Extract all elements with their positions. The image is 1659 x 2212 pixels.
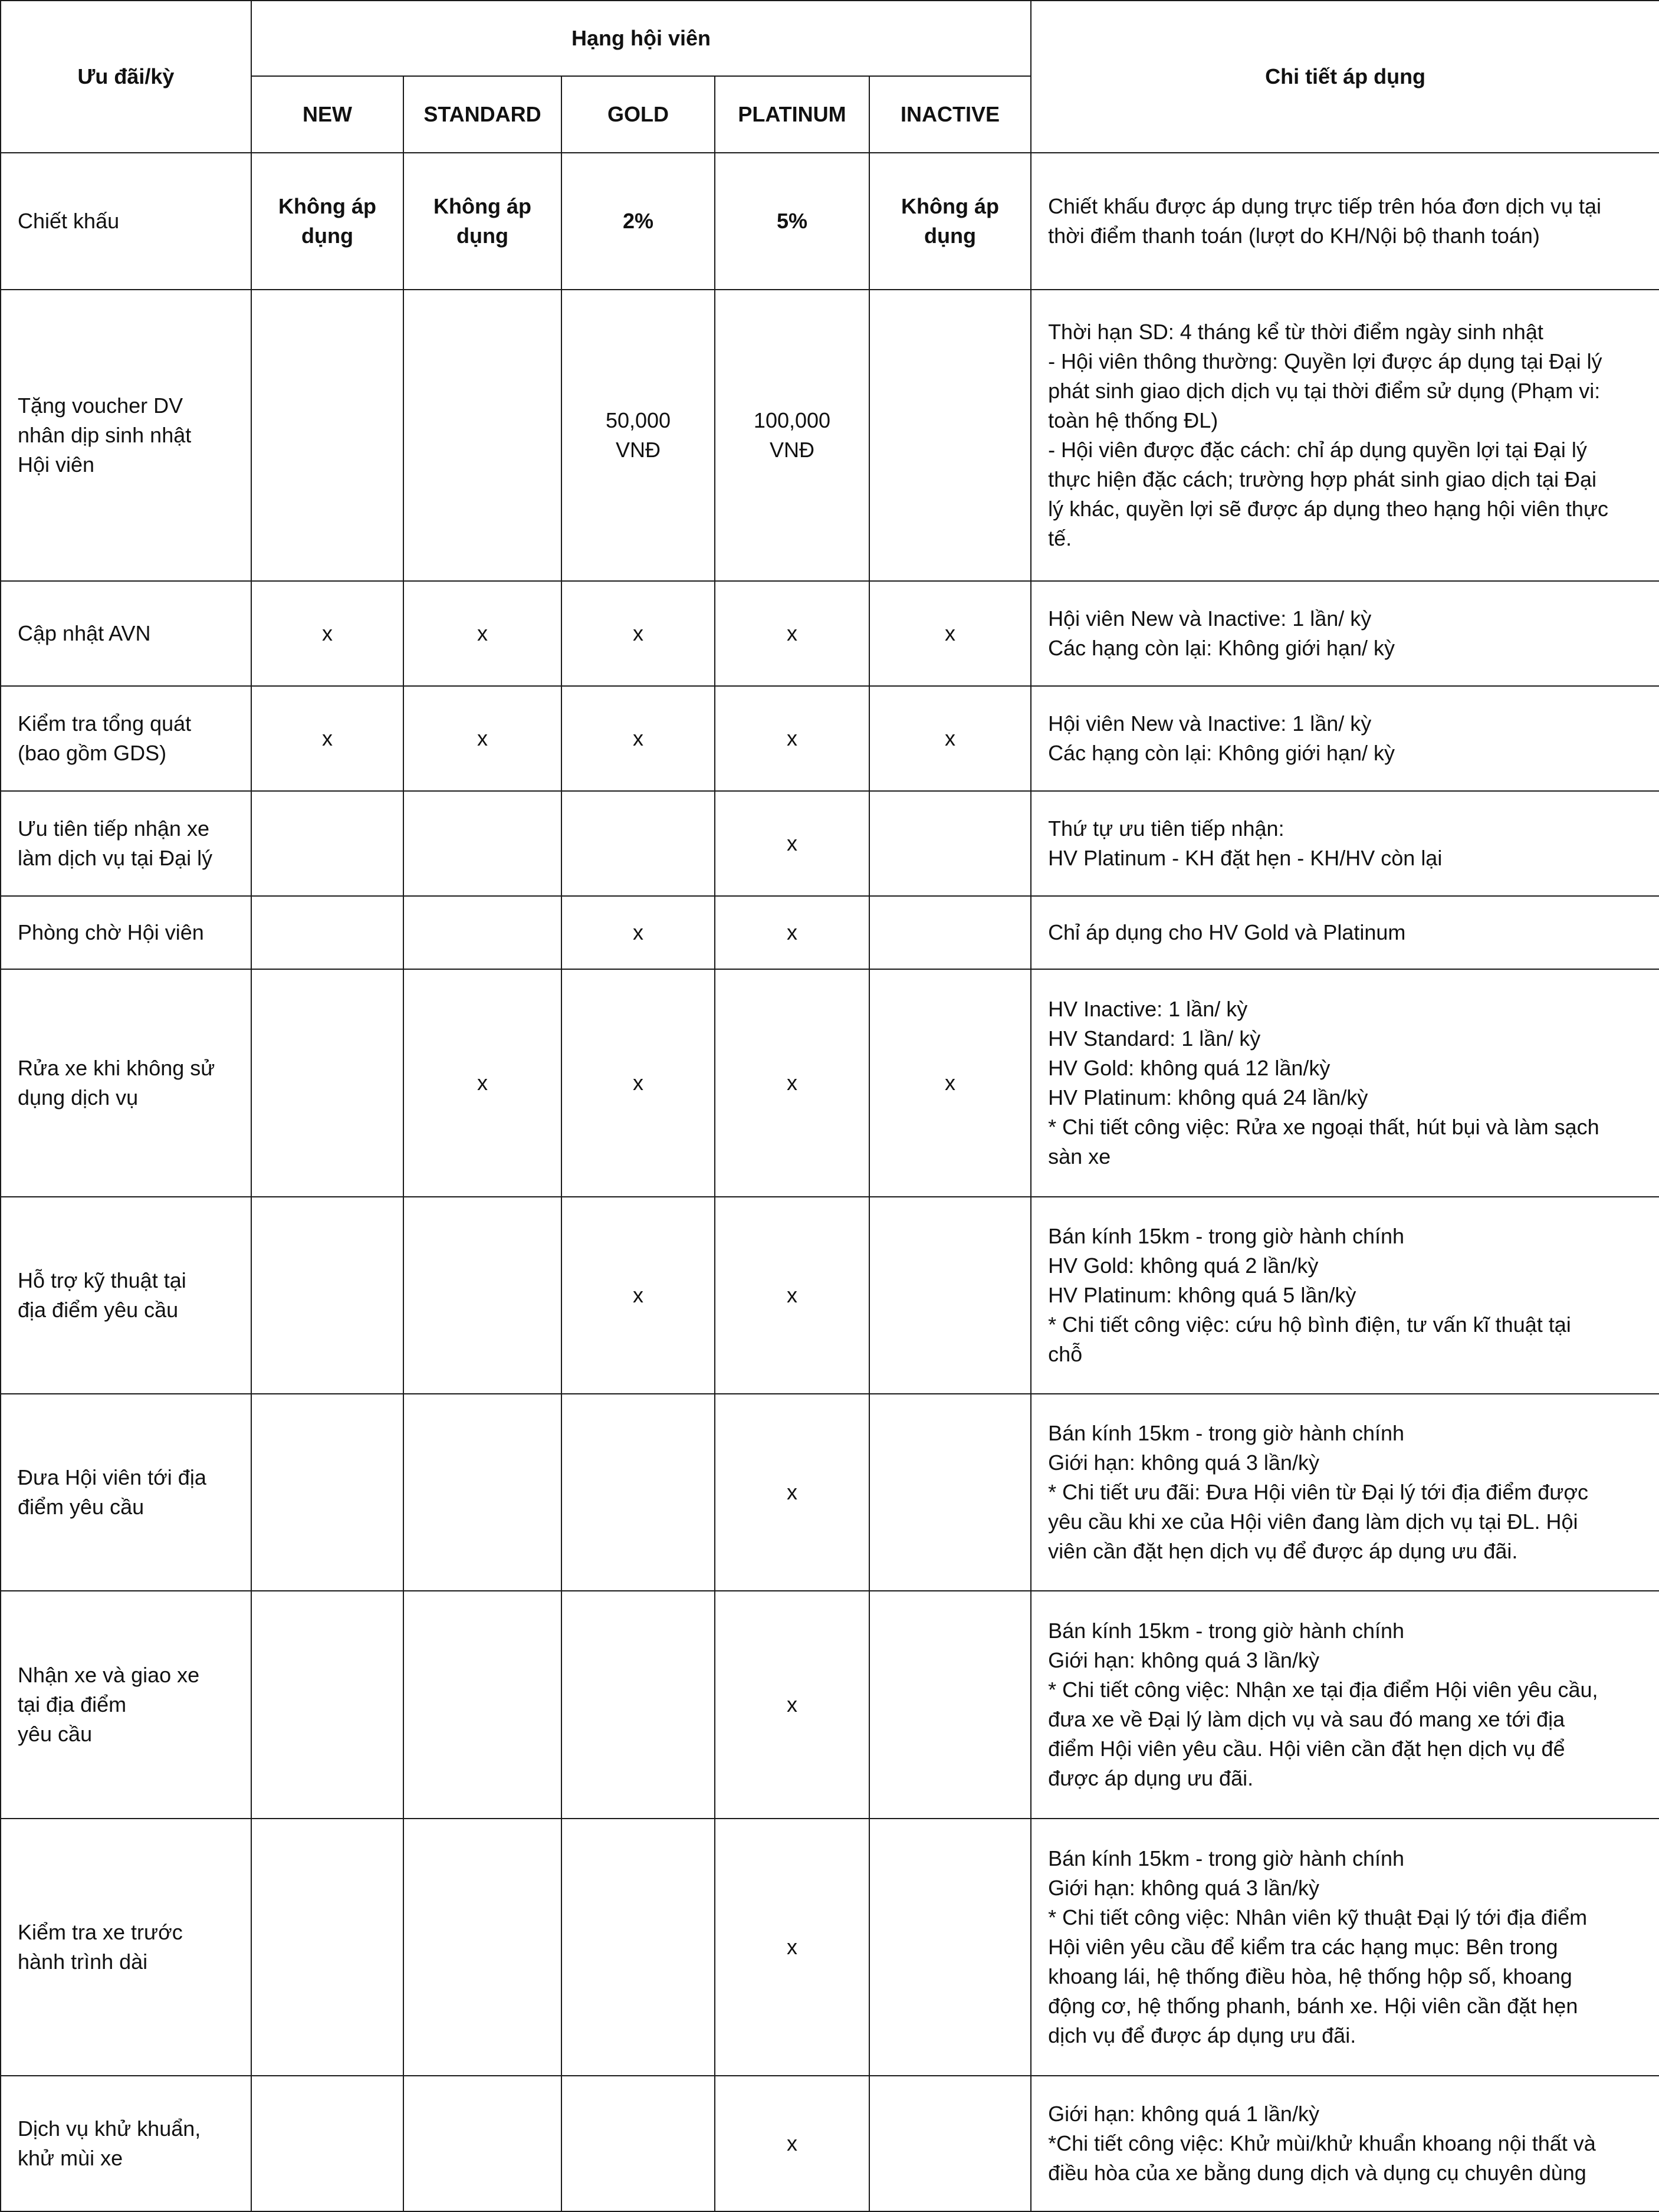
header-tier-inactive: INACTIVE [869, 76, 1031, 153]
tier-value-gold: x [561, 581, 715, 686]
tier-value-standard: Không áp dụng [403, 153, 561, 290]
benefit-name [1, 1591, 251, 1819]
tier-value-platinum: x [715, 2076, 869, 2211]
benefit-detail: Hội viên New và Inactive: 1 lần/ kỳ Các hạng còn lại: Không giới hạn/ kỳ [1031, 581, 1659, 686]
table-row [1, 1819, 1659, 2076]
table-row [1, 896, 1659, 969]
tier-value-standard: x [403, 969, 561, 1197]
benefit-name-text: Dịch vụ khử khuẩn, khử mùi xe [18, 2116, 201, 2170]
tier-value-gold: x [561, 969, 715, 1197]
header-tier-standard: STANDARD [403, 76, 561, 153]
tier-value-platinum: x [715, 1394, 869, 1591]
tier-value-platinum: x [715, 686, 869, 791]
benefit-name-text: Ưu tiên tiếp nhận xe làm dịch vụ tại Đại lý [18, 816, 213, 870]
tier-value-standard [403, 290, 561, 581]
tier-value-new [251, 896, 403, 969]
benefit-detail: Bán kính 15km - trong giờ hành chính Giới hạn: không quá 3 lần/kỳ * Chi tiết công việc: Nhận xe tại địa điểm Hội viên yêu cầu, đưa xe về Đại lý làm dịch vụ và sau đó mang xe tới địa điểm Hội viên yêu cầu. Hội viên cần đặt hẹn dịch vụ để được áp dụng ưu đãi. [1031, 1591, 1659, 1819]
table-row [1, 153, 1659, 290]
benefit-name [1, 1197, 251, 1394]
benefit-detail: Bán kính 15km - trong giờ hành chính HV Gold: không quá 2 lần/kỳ HV Platinum: không quá 5 lần/kỳ * Chi tiết công việc: cứu hộ bình điện, tư vấn kĩ thuật tại chỗ [1031, 1197, 1659, 1394]
header-tier-platinum: PLATINUM [715, 76, 869, 153]
benefit-name-text: Kiểm tra tổng quát (bao gồm GDS) [18, 711, 192, 765]
tier-value-platinum: x [715, 791, 869, 896]
tier-value-platinum: x [715, 1819, 869, 2076]
tier-value-standard [403, 1591, 561, 1819]
tier-value-gold [561, 1591, 715, 1819]
tier-value-standard [403, 896, 561, 969]
tier-value-new [251, 290, 403, 581]
tier-value-gold [561, 2076, 715, 2211]
tier-value-inactive: x [869, 686, 1031, 791]
benefit-name-text: Phòng chờ Hội viên [18, 920, 204, 944]
benefit-detail: Thứ tự ưu tiên tiếp nhận: HV Platinum - KH đặt hẹn - KH/HV còn lại [1031, 791, 1659, 896]
benefit-name [1, 686, 251, 791]
tier-value-inactive [869, 1591, 1031, 1819]
benefit-detail: Thời hạn SD: 4 tháng kể từ thời điểm ngày sinh nhật - Hội viên thông thường: Quyền lợi được áp dụng tại Đại lý phát sinh giao dịch dịch vụ tại thời điểm sử dụng (Phạm vi: toàn hệ thống ĐL) - Hội viên được đặc cách: chỉ áp dụng quyền lợi tại Đại lý thực hiện đặc cách; trường hợp phát sinh giao dịch tại Đại lý khác, quyền lợi sẽ được áp dụng theo hạng hội viên thực tế. [1031, 290, 1659, 581]
benefit-name [1, 2076, 251, 2211]
tier-value-gold [561, 791, 715, 896]
benefit-detail: HV Inactive: 1 lần/ kỳ HV Standard: 1 lần/ kỳ HV Gold: không quá 12 lần/kỳ HV Platinum: không quá 24 lần/kỳ * Chi tiết công việc: Rửa xe ngoại thất, hút bụi và làm sạch sàn xe [1031, 969, 1659, 1197]
tier-value-platinum: x [715, 581, 869, 686]
tier-value-new: x [251, 686, 403, 791]
tier-value-new [251, 969, 403, 1197]
tier-value-inactive [869, 896, 1031, 969]
tier-value-new [251, 1197, 403, 1394]
benefit-name-text: Hỗ trợ kỹ thuật tại địa điểm yêu cầu [18, 1268, 186, 1322]
tier-value-gold: 50,000 VNĐ [561, 290, 715, 581]
tier-value-platinum: 100,000 VNĐ [715, 290, 869, 581]
benefit-name [1, 1394, 251, 1591]
table-row [1, 791, 1659, 896]
tier-value-new [251, 2076, 403, 2211]
benefit-name-text: Cập nhật AVN [18, 621, 151, 645]
header-benefit: Ưu đãi/kỳ [1, 1, 251, 153]
tier-value-standard [403, 2076, 561, 2211]
benefit-name-text: Đưa Hội viên tới địa điểm yêu cầu [18, 1465, 206, 1519]
tier-value-inactive [869, 1394, 1031, 1591]
benefit-name-text: Chiết khấu [18, 209, 120, 233]
table-row [1, 1197, 1659, 1394]
table-row [1, 1394, 1659, 1591]
tier-value-gold: 2% [561, 153, 715, 290]
benefit-name [1, 581, 251, 686]
tier-value-standard: x [403, 581, 561, 686]
header-tier-gold: GOLD [561, 76, 715, 153]
benefit-detail: Bán kính 15km - trong giờ hành chính Giới hạn: không quá 3 lần/kỳ * Chi tiết công việc: Nhân viên kỹ thuật Đại lý tới địa điểm Hội viên yêu cầu để kiểm tra các hạng mục: Bên trong khoang lái, hệ thống điều hòa, hệ thống hộp số, khoang động cơ, hệ thống phanh, bánh xe. Hội viên cần đặt hẹn dịch vụ để được áp dụng ưu đãi. [1031, 1819, 1659, 2076]
tier-value-inactive [869, 1819, 1031, 2076]
tier-value-inactive [869, 791, 1031, 896]
benefit-name [1, 290, 251, 581]
tier-value-gold: x [561, 1197, 715, 1394]
tier-value-platinum: x [715, 1591, 869, 1819]
table-row [1, 581, 1659, 686]
tier-value-new: Không áp dụng [251, 153, 403, 290]
tier-value-new [251, 1394, 403, 1591]
benefit-name-text: Nhận xe và giao xe tại địa điểm yêu cầu [18, 1663, 200, 1746]
benefit-detail: Hội viên New và Inactive: 1 lần/ kỳ Các hạng còn lại: Không giới hạn/ kỳ [1031, 686, 1659, 791]
benefit-name [1, 969, 251, 1197]
tier-value-gold [561, 1819, 715, 2076]
table-row [1, 1591, 1659, 1819]
benefit-name [1, 791, 251, 896]
tier-value-platinum: x [715, 969, 869, 1197]
header-tier-new: NEW [251, 76, 403, 153]
header-detail: Chi tiết áp dụng [1031, 1, 1659, 153]
benefit-name-text: Kiểm tra xe trước hành trình dài [18, 1920, 183, 1974]
header-tier-group: Hạng hội viên [251, 1, 1031, 76]
tier-value-inactive: x [869, 581, 1031, 686]
tier-value-standard [403, 791, 561, 896]
tier-value-new [251, 791, 403, 896]
tier-value-inactive [869, 2076, 1031, 2211]
tier-value-new [251, 1819, 403, 2076]
tier-value-gold [561, 1394, 715, 1591]
tier-value-new [251, 1591, 403, 1819]
benefit-name-text: Tặng voucher DV nhân dịp sinh nhật Hội viên [18, 393, 192, 477]
table-row [1, 290, 1659, 581]
tier-value-inactive [869, 1197, 1031, 1394]
benefit-name [1, 153, 251, 290]
tier-value-standard: x [403, 686, 561, 791]
benefit-detail: Giới hạn: không quá 1 lần/kỳ *Chi tiết công việc: Khử mùi/khử khuẩn khoang nội thất và điều hòa của xe bằng dung dịch và dụng cụ chuyên dùng [1031, 2076, 1659, 2211]
tier-value-platinum: x [715, 896, 869, 969]
benefit-name-text: Rửa xe khi không sử dụng dịch vụ [18, 1056, 215, 1110]
benefit-name [1, 896, 251, 969]
benefit-detail: Chiết khấu được áp dụng trực tiếp trên hóa đơn dịch vụ tại thời điểm thanh toán (lượt do KH/Nội bộ thanh toán) [1031, 153, 1659, 290]
tier-value-standard [403, 1394, 561, 1591]
tier-value-standard [403, 1197, 561, 1394]
benefit-name [1, 1819, 251, 2076]
tier-value-inactive: Không áp dụng [869, 153, 1031, 290]
table-row [1, 969, 1659, 1197]
table-row [1, 2076, 1659, 2211]
tier-value-platinum: 5% [715, 153, 869, 290]
tier-value-inactive: x [869, 969, 1031, 1197]
table-row [1, 686, 1659, 791]
benefit-detail: Chỉ áp dụng cho HV Gold và Platinum [1031, 896, 1659, 969]
tier-value-gold: x [561, 896, 715, 969]
tier-value-gold: x [561, 686, 715, 791]
benefit-detail: Bán kính 15km - trong giờ hành chính Giới hạn: không quá 3 lần/kỳ * Chi tiết ưu đãi: Đưa Hội viên từ Đại lý tới địa điểm được yêu cầu khi xe của Hội viên đang làm dịch vụ tại ĐL. Hội viên cần đặt hẹn dịch vụ để được áp dụng ưu đãi. [1031, 1394, 1659, 1591]
tier-value-standard [403, 1819, 561, 2076]
tier-value-platinum: x [715, 1197, 869, 1394]
tier-value-new: x [251, 581, 403, 686]
tier-value-inactive [869, 290, 1031, 581]
